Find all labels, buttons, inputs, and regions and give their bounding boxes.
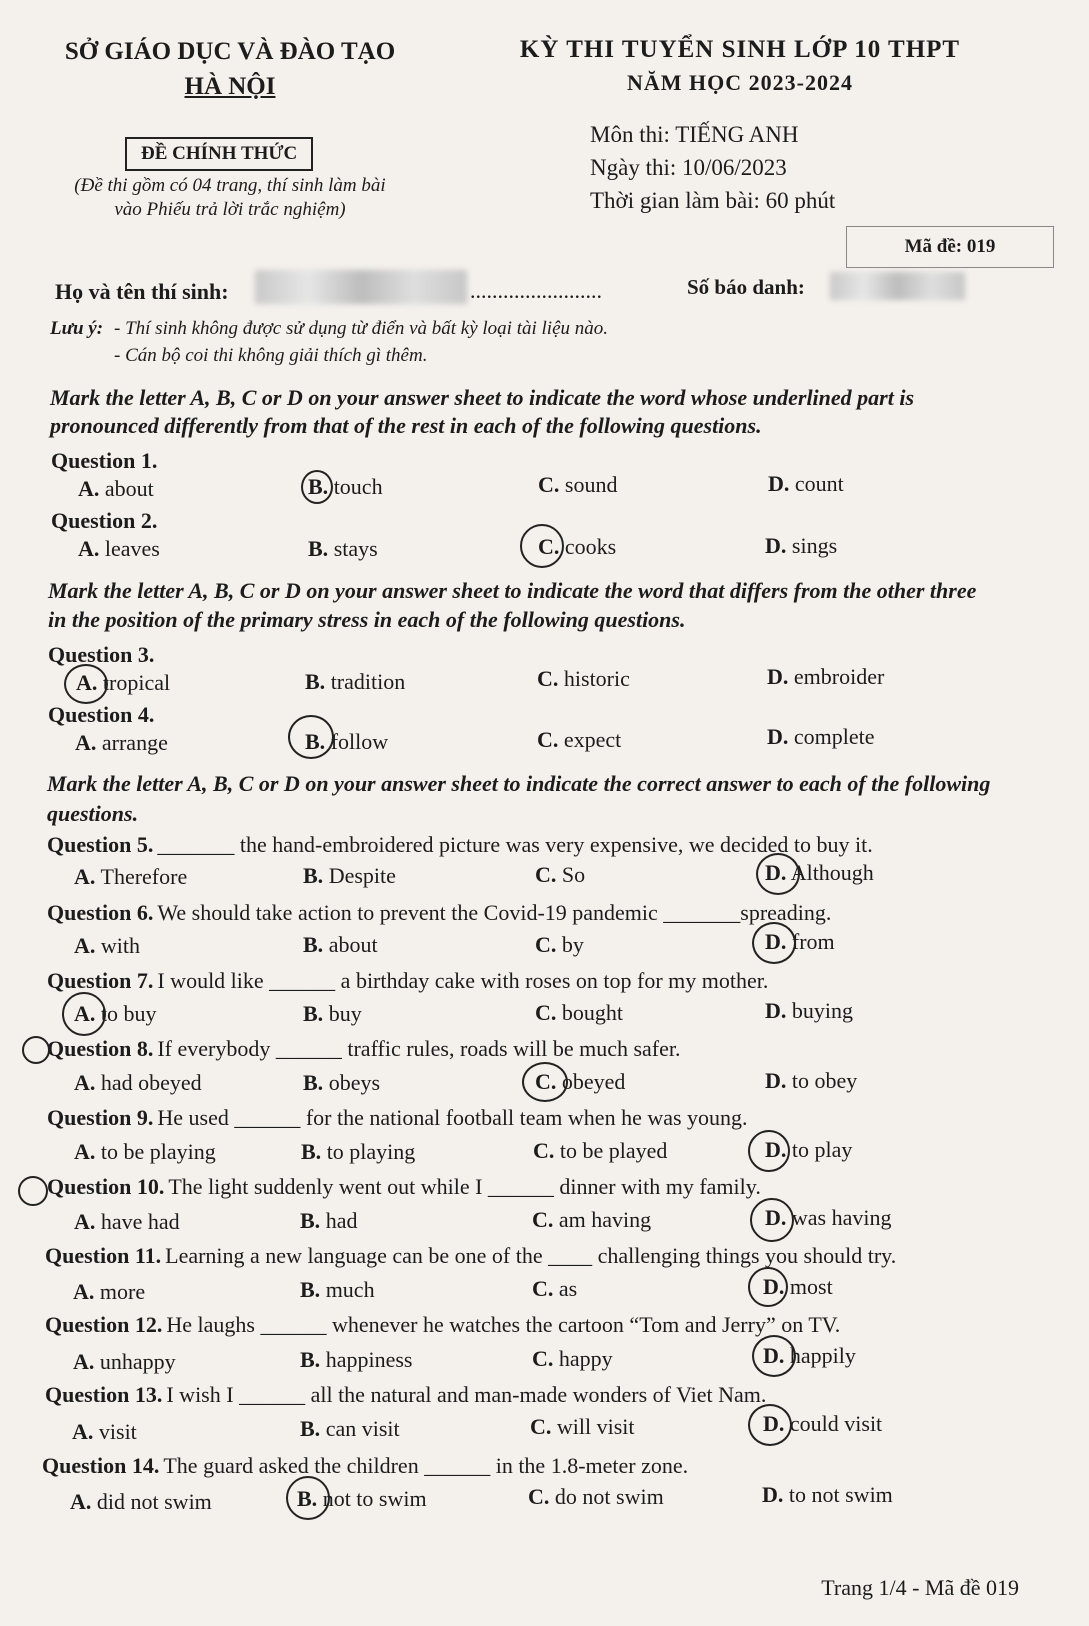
answer-mark-circle bbox=[522, 1062, 568, 1102]
question-label: Question 3. bbox=[48, 642, 155, 667]
answer-mark-circle bbox=[748, 1267, 788, 1307]
stress-instruction-1: Mark the letter A, B, C or D on your answer sheet to indicate the word that differs from the other three bbox=[48, 578, 977, 603]
city-name: HÀ NỘI bbox=[184, 73, 276, 100]
answer-mark-circle bbox=[520, 524, 564, 568]
option-a: A. unhappy bbox=[73, 1349, 176, 1374]
question-stem: Question 13. I wish I ______ all the natural and man-made wonders of Viet Nam. bbox=[45, 1382, 767, 1407]
option-a: A. leaves bbox=[78, 536, 160, 561]
option-b: B. follow bbox=[305, 729, 389, 754]
answer-mark-circle bbox=[752, 922, 796, 964]
question-stem: Question 9. He used ______ for the national football team when he was young. bbox=[47, 1105, 748, 1130]
pronunciation-instruction-2: pronounced differently from that of the rest in each of the following questions. bbox=[50, 413, 762, 438]
option-b: B. obeys bbox=[303, 1070, 381, 1095]
option-c: C. am having bbox=[532, 1207, 652, 1232]
note-line-2: - Cán bộ coi thi không giải thích gì thêm. bbox=[114, 345, 428, 366]
question-stem: Question 6. We should take action to prevent the Covid-19 pandemic _______spreading. bbox=[47, 900, 832, 925]
option-c: C. historic bbox=[537, 666, 630, 691]
option-d: D. to not swim bbox=[762, 1482, 893, 1507]
answer-mark-circle bbox=[64, 664, 108, 704]
note-line-1: - Thí sinh không được sử dụng từ điển và bất kỳ loại tài liệu nào. bbox=[114, 318, 609, 339]
answer-mark-circle bbox=[748, 1130, 790, 1172]
option-d: D. most bbox=[763, 1274, 833, 1299]
option-b: B. much bbox=[300, 1277, 375, 1302]
option-d: D. count bbox=[768, 471, 844, 496]
option-b: B. can visit bbox=[300, 1416, 400, 1441]
redacted-name bbox=[255, 270, 467, 304]
option-c: C. happy bbox=[532, 1346, 613, 1371]
question-stem: Question 8. If everybody ______ traffic rules, roads will be much safer. bbox=[47, 1036, 681, 1061]
answer-mark-circle bbox=[750, 1198, 794, 1242]
option-a: A. arrange bbox=[75, 730, 168, 755]
option-b: B. not to swim bbox=[297, 1486, 427, 1511]
question-label: Question 4. bbox=[48, 702, 155, 727]
option-c: C. expect bbox=[537, 727, 622, 752]
exam-date: Ngày thi: 10/06/2023 bbox=[590, 155, 787, 180]
option-d: D. to obey bbox=[765, 1068, 858, 1093]
answer-mark-circle bbox=[286, 1476, 330, 1520]
option-b: B. to playing bbox=[301, 1139, 416, 1164]
option-a: A. more bbox=[73, 1279, 146, 1304]
answer-mark-circle bbox=[62, 992, 106, 1036]
option-a: A. visit bbox=[72, 1419, 137, 1444]
answer-mark-circle bbox=[752, 1335, 796, 1377]
margin-mark bbox=[22, 1036, 50, 1064]
option-d: D. buying bbox=[765, 998, 854, 1023]
option-d: D. Although bbox=[765, 860, 874, 885]
option-c: C. to be played bbox=[533, 1138, 668, 1163]
option-a: A. to be playing bbox=[74, 1139, 216, 1164]
option-d: D. sings bbox=[765, 533, 838, 558]
option-d: D. complete bbox=[767, 724, 875, 749]
option-c: C. do not swim bbox=[528, 1484, 664, 1509]
option-d: D. to play bbox=[765, 1137, 853, 1162]
option-b: B. stays bbox=[308, 536, 378, 561]
note-label: Lưu ý: bbox=[50, 318, 104, 339]
answer-mark-circle bbox=[748, 1404, 792, 1446]
question-stem: Question 12. He laughs ______ whenever he watches the cartoon “Tom and Jerry” on TV. bbox=[45, 1312, 841, 1337]
option-a: A. tropical bbox=[76, 670, 171, 695]
answer-sheet-note: vào Phiếu trả lời trắc nghiệm) bbox=[114, 199, 346, 220]
name-dots: ........................ bbox=[470, 278, 602, 303]
department-name: SỞ GIÁO DỤC VÀ ĐÀO TẠO bbox=[64, 38, 396, 65]
option-c: C. by bbox=[535, 932, 584, 957]
option-d: D. was having bbox=[765, 1205, 892, 1230]
option-a: A. had obeyed bbox=[74, 1070, 202, 1095]
option-d: D. happily bbox=[763, 1343, 856, 1368]
option-a: A. with bbox=[74, 933, 141, 958]
option-c: C. cooks bbox=[538, 534, 617, 559]
option-c: C. sound bbox=[538, 472, 618, 497]
option-b: B. tradition bbox=[305, 669, 406, 694]
margin-mark bbox=[18, 1176, 48, 1206]
option-d: D. from bbox=[765, 929, 835, 954]
exam-title: KỲ THI TUYỂN SINH LỚP 10 THPT bbox=[519, 36, 961, 63]
official-badge: ĐỀ CHÍNH THỨC bbox=[125, 137, 313, 171]
option-c: C. as bbox=[532, 1276, 578, 1301]
option-a: A. about bbox=[78, 476, 154, 501]
option-c: C. obeyed bbox=[535, 1069, 626, 1094]
question-stem: Question 5. _______ the hand-embroidered picture was very expensive, we decided to buy it. bbox=[47, 832, 873, 857]
answer-mark-circle bbox=[288, 715, 334, 759]
option-d: D. embroider bbox=[767, 664, 885, 689]
option-d: D. could visit bbox=[763, 1411, 883, 1436]
option-c: C. bought bbox=[535, 1000, 624, 1025]
question-label: Question 2. bbox=[51, 508, 158, 533]
question-label: Question 1. bbox=[51, 448, 158, 473]
candidate-name-label: Họ và tên thí sinh: bbox=[55, 279, 229, 304]
candidate-id-label: Số báo danh: bbox=[687, 275, 805, 299]
option-a: A. have had bbox=[74, 1209, 180, 1234]
answer-mark-circle bbox=[756, 853, 800, 895]
page-footer: Trang 1/4 - Mã đề 019 bbox=[821, 1575, 1019, 1600]
option-a: A. Therefore bbox=[74, 864, 188, 889]
option-b: B. buy bbox=[303, 1001, 362, 1026]
option-c: C. So bbox=[535, 862, 586, 887]
correct-answer-instruction-1: Mark the letter A, B, C or D on your answer sheet to indicate the correct answer to each of the following bbox=[47, 771, 991, 796]
subject: Môn thi: TIẾNG ANH bbox=[590, 122, 799, 147]
option-b: B. touch bbox=[308, 474, 383, 499]
option-b: B. had bbox=[300, 1208, 358, 1233]
option-c: C. will visit bbox=[530, 1414, 635, 1439]
question-stem: Question 14. The guard asked the children ______ in the 1.8-meter zone. bbox=[42, 1453, 689, 1478]
school-year: NĂM HỌC 2023-2024 bbox=[627, 70, 853, 95]
stress-instruction-2: in the position of the primary stress in each of the following questions. bbox=[48, 607, 686, 632]
pronunciation-instruction-1: Mark the letter A, B, C or D on your answer sheet to indicate the word whose underlined part is bbox=[50, 385, 915, 410]
redacted-id bbox=[830, 272, 965, 300]
question-stem: Question 10. The light suddenly went out while I ______ dinner with my family. bbox=[47, 1174, 761, 1199]
correct-answer-instruction-2: questions. bbox=[47, 801, 139, 826]
exam-code: Mã đề: 019 bbox=[846, 226, 1054, 268]
option-b: B. about bbox=[303, 932, 378, 957]
page-count-note: (Đề thi gồm có 04 trang, thí sinh làm bài bbox=[74, 175, 386, 196]
answer-mark-circle bbox=[301, 470, 333, 504]
option-a: A. did not swim bbox=[70, 1489, 212, 1514]
option-a: A. to buy bbox=[74, 1001, 157, 1026]
option-b: B. Despite bbox=[303, 863, 396, 888]
exam-duration: Thời gian làm bài: 60 phút bbox=[590, 188, 836, 213]
question-stem: Question 7. I would like ______ a birthday cake with roses on top for my mother. bbox=[47, 968, 769, 993]
question-stem: Question 11. Learning a new language can be one of the ____ challenging things you should try. bbox=[45, 1243, 897, 1268]
option-b: B. happiness bbox=[300, 1347, 413, 1372]
